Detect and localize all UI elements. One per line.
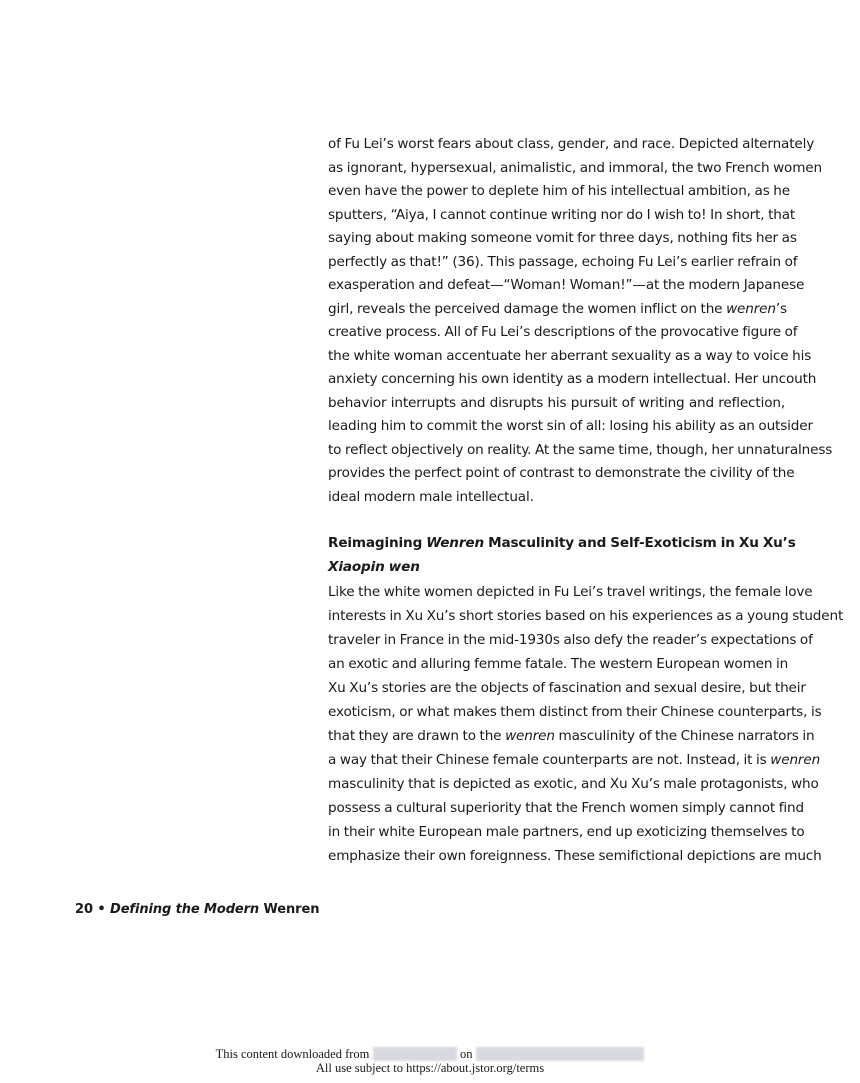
text: Reimagining [328,535,427,551]
text-line [328,415,813,439]
text: anxiety concerning his own identity as a modern intellectual. Her uncouth [328,371,817,387]
book-title-italic: Defining the Modern [110,902,260,917]
text-line [328,392,785,416]
text-line [328,368,817,392]
text-line [328,772,819,796]
text-line [328,700,822,724]
text-line [328,796,804,820]
text: exoticism, or what makes them distinct from their Chinese counterparts, is [328,704,822,720]
text: that they are drawn to the [328,728,506,744]
bullet: • [97,902,106,917]
text: as ignorant, hypersexual, animalistic, and immoral, the two French women [328,159,822,176]
text: a way that their Chinese female counterparts are not. Instead, it is [328,752,771,768]
italic-text: Xiaopin wen [328,558,420,575]
text-line [328,748,821,772]
text-line [328,844,822,868]
text: creative process. All of Fu Lei’s descriptions of the provocative figure of [328,324,798,340]
text-line [328,652,789,676]
download-line: This content downloaded from on [0,1047,860,1061]
text-line [328,462,795,486]
running-footer [75,902,319,917]
text: to reflect objectively on reality. At the same time, though, her unnaturalness [328,441,833,458]
text: provides the perfect point of contrast to demonstrate the civility of the [328,465,795,481]
text-line [328,204,796,228]
text: perfectly as that!” (36). This passage, echoing Fu Lei’s earlier refrain of [328,253,798,270]
text-line [328,274,805,298]
text: of Fu Lei’s worst fears about class, gender, and race. Depicted alternately [328,136,815,152]
section-heading [328,532,796,579]
text-line [328,532,796,556]
text-line [328,724,815,748]
text-line [328,251,798,275]
italic-text: wenren [770,752,821,768]
redacted-date [476,1047,645,1061]
text: interests in Xu Xu’s short stories based on his experiences as a young student [328,608,844,624]
text: possess a cultural superiority that the French women simply cannot find [328,800,804,816]
text: saying about making someone vomit for three days, nothing fits her as [328,230,797,246]
italic-text: wenren [505,728,555,744]
text-line [328,439,833,463]
text-line [328,133,815,157]
text: emphasize their own foreignness. These semifictional depictions are much [328,848,822,864]
book-title-roman: Wenren [263,902,320,917]
text: sputters, “Aiya, I cannot continue writing nor do I wish to! In short, that [328,206,796,223]
page-number: 20 [75,902,93,917]
text-line [328,604,844,628]
text: Masculinity and Self-Exoticism in Xu Xu’s [484,535,796,551]
text-line [328,556,785,580]
text-line [328,321,798,345]
text: ’s [775,300,787,317]
text-line [328,628,813,652]
text: masculinity of the Chinese narrators in [554,728,815,744]
text-line [328,227,797,251]
text-line [328,345,812,369]
text: in their white European male partners, end up exoticizing themselves to [328,824,805,840]
text: behavior interrupts and disrupts his pursuit of writing and reflection, [328,394,785,411]
text: Like the white women depicted in Fu Lei’s travel writings, the female love [328,584,813,600]
text-line [328,298,785,322]
text-line [328,820,805,844]
jstor-notice [0,1047,860,1075]
italic-text: wenren [726,300,776,317]
text: Xu Xu’s stories are the objects of fascination and sexual desire, but their [328,680,806,696]
redacted-ip [373,1047,457,1061]
text: girl, reveals the perceived damage the women inflict on the [328,300,727,317]
text: leading him to commit the worst sin of all: losing his ability as an outsider [328,418,813,434]
text: traveler in France in the mid-1930s also defy the reader’s expectations of [328,632,813,648]
text-line [328,157,822,181]
text: exasperation and defeat—“Woman! Woman!”—at the modern Japanese [328,277,805,293]
text-line [328,676,806,700]
text: an exotic and alluring femme fatale. The western European women in [328,656,789,672]
text-line [328,580,813,604]
body-paragraph-1 [328,133,833,509]
text: ideal modern male intellectual. [328,488,534,505]
text: the white woman accentuate her aberrant sexuality as a way to voice his [328,347,812,364]
text-line [328,486,785,510]
italic-text: Wenren [426,535,484,551]
terms-line: All use subject to https://about.jstor.org/terms [315,1061,545,1075]
body-paragraph-2 [328,580,844,868]
text: masculinity that is depicted as exotic, and Xu Xu’s male protagonists, who [328,776,819,792]
text: even have the power to deplete him of his intellectual ambition, as he [328,183,790,199]
text-line [328,180,790,204]
